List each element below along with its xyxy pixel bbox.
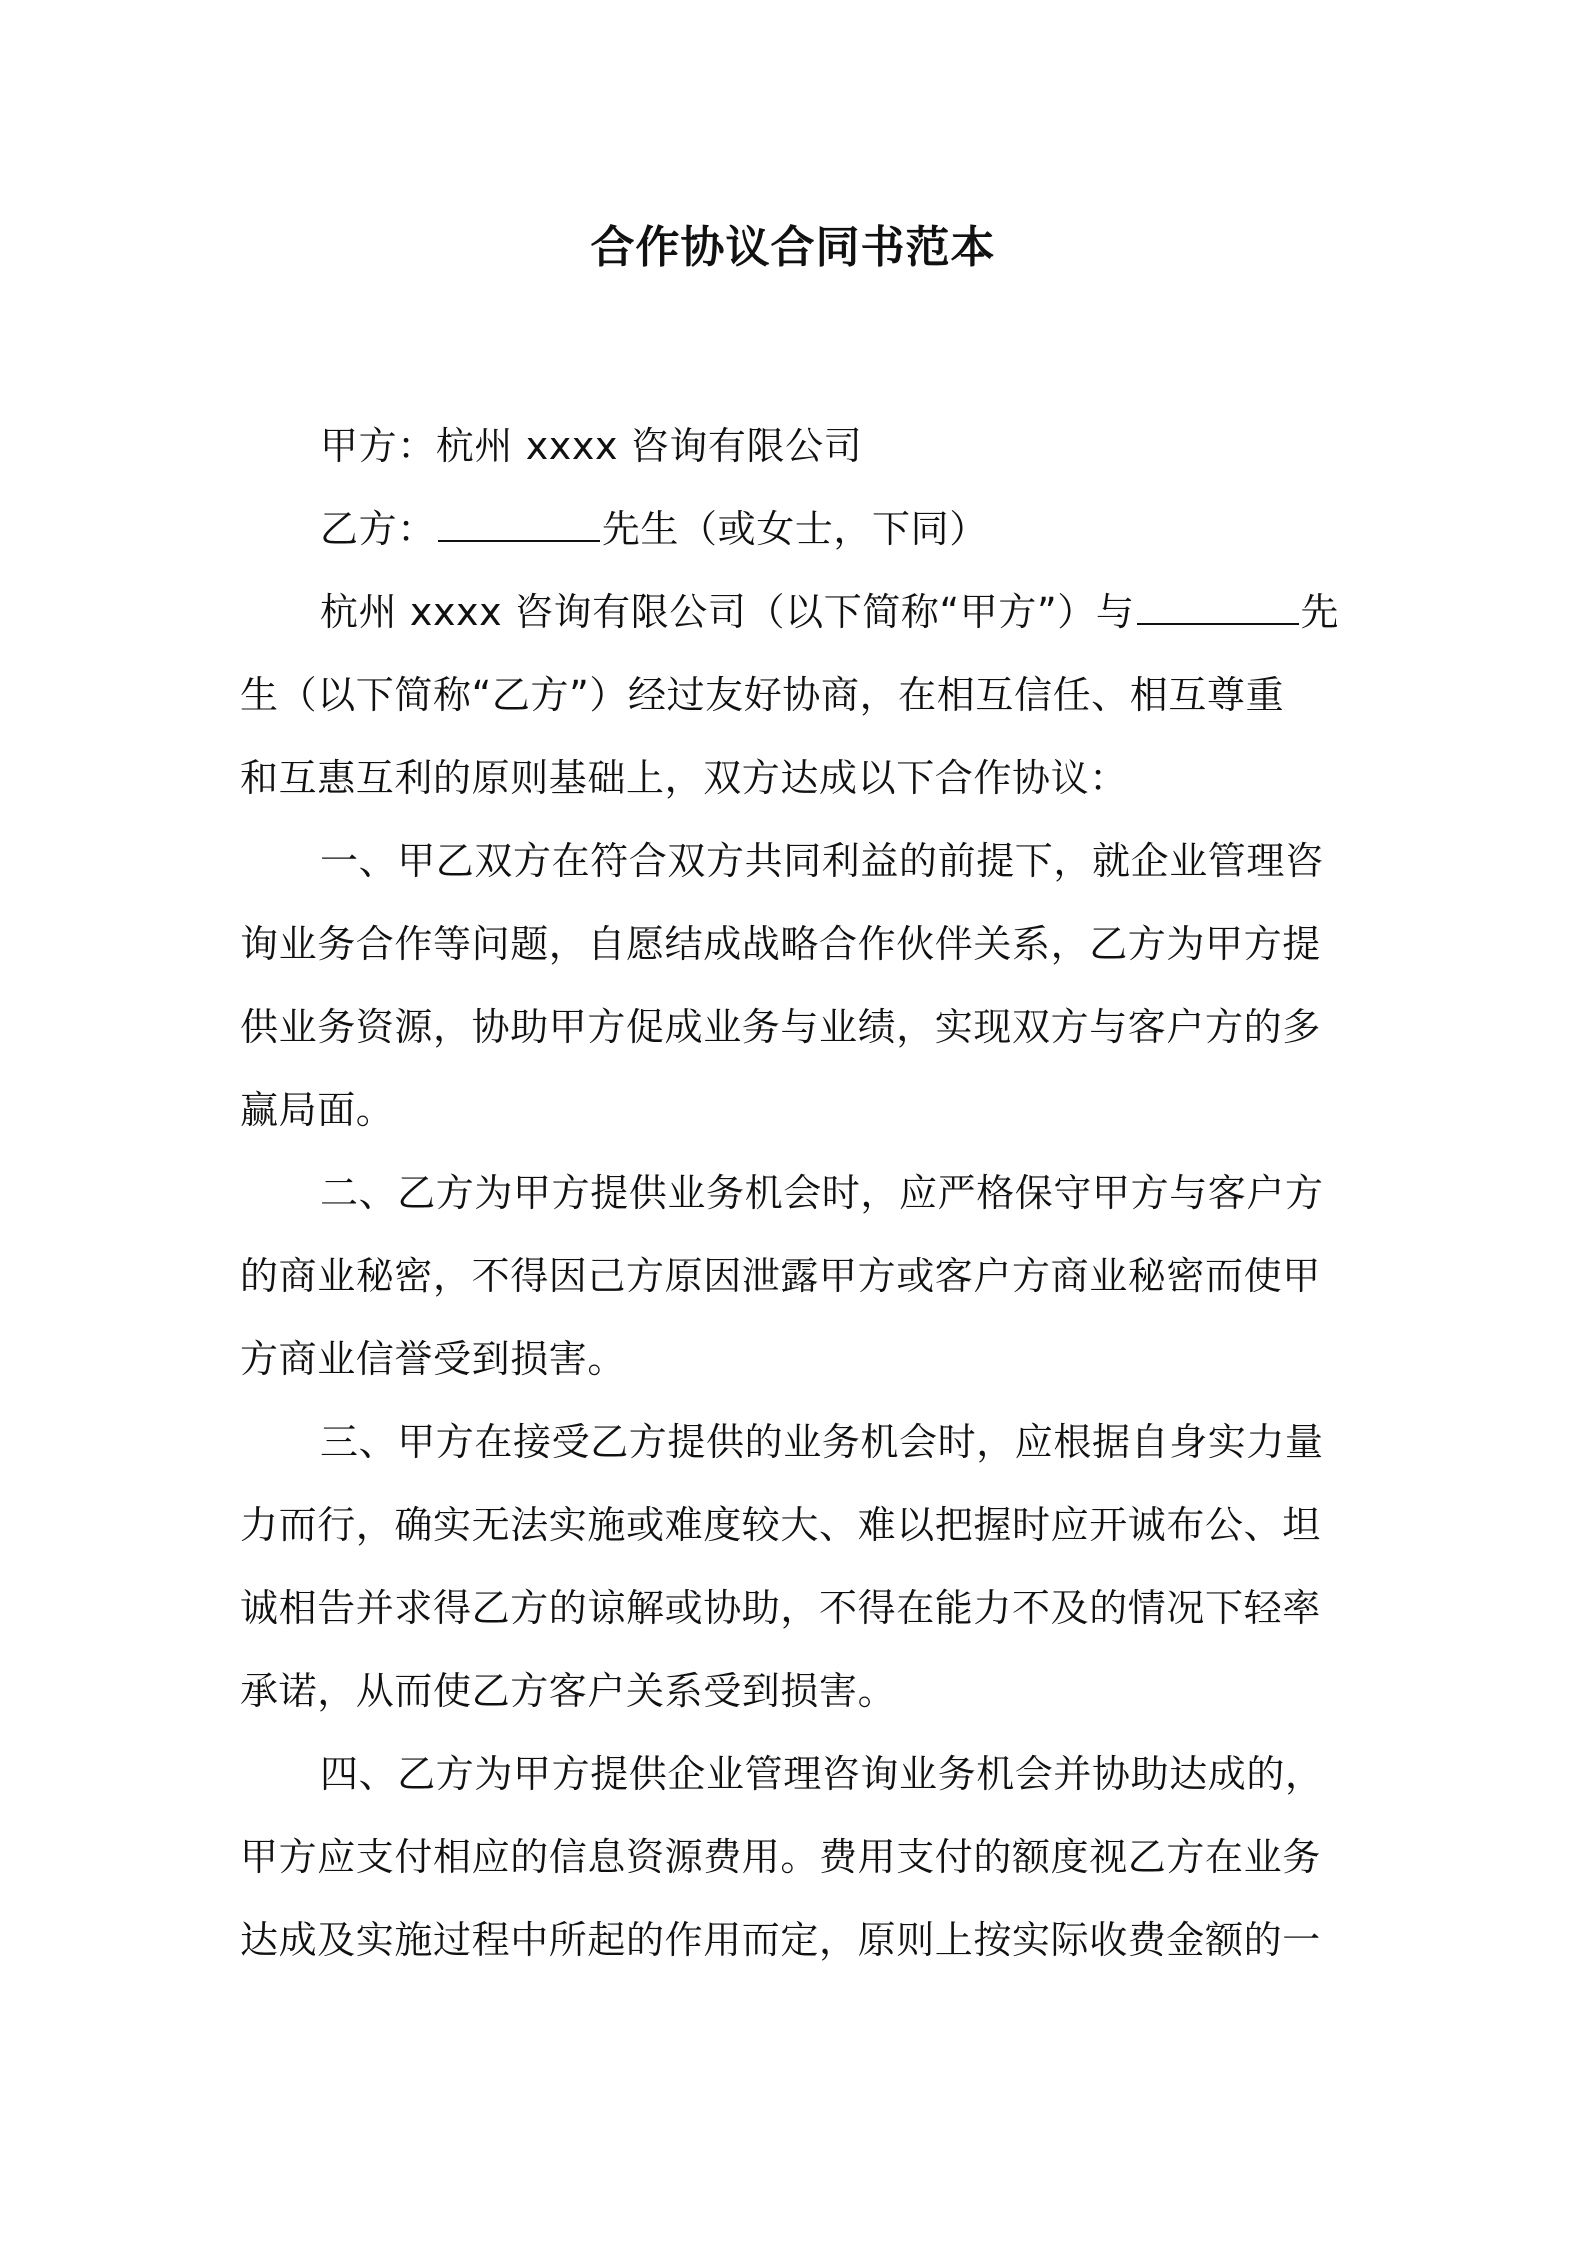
intro-text: 先 (1300, 590, 1340, 634)
clause-line: 承诺，从而使乙方客户关系受到损害。 (240, 1669, 897, 1713)
intro-line: 生（以下简称“乙方”）经过友好协商，在相互信任、相互尊重 (240, 673, 1285, 717)
party-b-line (240, 488, 1350, 571)
party-a-value: 杭州 xxxx 咨询有限公司 (435, 424, 863, 468)
intro-name-blank[interactable] (1137, 593, 1299, 625)
document-title: 合作协议合同书范本 (590, 222, 996, 273)
party-b-name-blank[interactable] (438, 510, 600, 542)
party-a-line (240, 405, 1350, 488)
clause-3-paragraph (240, 1401, 1350, 1733)
clause-line: 二、乙方为甲方提供业务机会时，应严格保守甲方与客户方 (320, 1171, 1324, 1215)
intro-line: 和互惠互利的原则基础上，双方达成以下合作协议： (240, 756, 1128, 800)
clause-line: 三、甲方在接受乙方提供的业务机会时，应根据自身实力量 (320, 1420, 1324, 1464)
clause-2-paragraph (240, 1152, 1350, 1401)
clause-line: 诚相告并求得乙方的谅解或协助，不得在能力不及的情况下轻率 (240, 1586, 1321, 1630)
clause-line: 的商业秘密，不得因己方原因泄露甲方或客户方商业秘密而使甲 (240, 1254, 1321, 1298)
intro-paragraph (240, 571, 1350, 820)
clause-line: 四、乙方为甲方提供企业管理咨询业务机会并协助达成的， (320, 1752, 1324, 1796)
clause-line: 达成及实施过程中所起的作用而定，原则上按实际收费金额的一 (240, 1918, 1321, 1962)
clause-line: 供业务资源，协助甲方促成业务与业绩，实现双方与客户方的多 (240, 1005, 1321, 1049)
party-a-label: 甲方： (320, 424, 436, 468)
intro-line (240, 571, 1350, 654)
document-body (240, 405, 1350, 1982)
clause-line: 力而行，确实无法实施或难度较大、难以把握时应开诚布公、坦 (240, 1503, 1321, 1547)
clause-line: 方商业信誉受到损害。 (240, 1337, 627, 1381)
party-b-suffix: 先生（或女士，下同） (601, 507, 988, 551)
clause-line: 赢局面。 (240, 1088, 395, 1132)
clause-line: 询业务合作等问题，自愿结成战略合作伙伴关系，乙方为甲方提 (240, 922, 1321, 966)
clause-1-paragraph (240, 820, 1350, 1152)
party-b-label: 乙方： (320, 507, 436, 551)
intro-text: 杭州 xxxx 咨询有限公司（以下简称“甲方”）与 (320, 590, 1135, 634)
clause-line: 甲方应支付相应的信息资源费用。费用支付的额度视乙方在业务 (240, 1835, 1321, 1879)
clause-line: 一、甲乙双方在符合双方共同利益的前提下，就企业管理咨 (320, 839, 1324, 883)
clause-4-paragraph (240, 1733, 1350, 1982)
